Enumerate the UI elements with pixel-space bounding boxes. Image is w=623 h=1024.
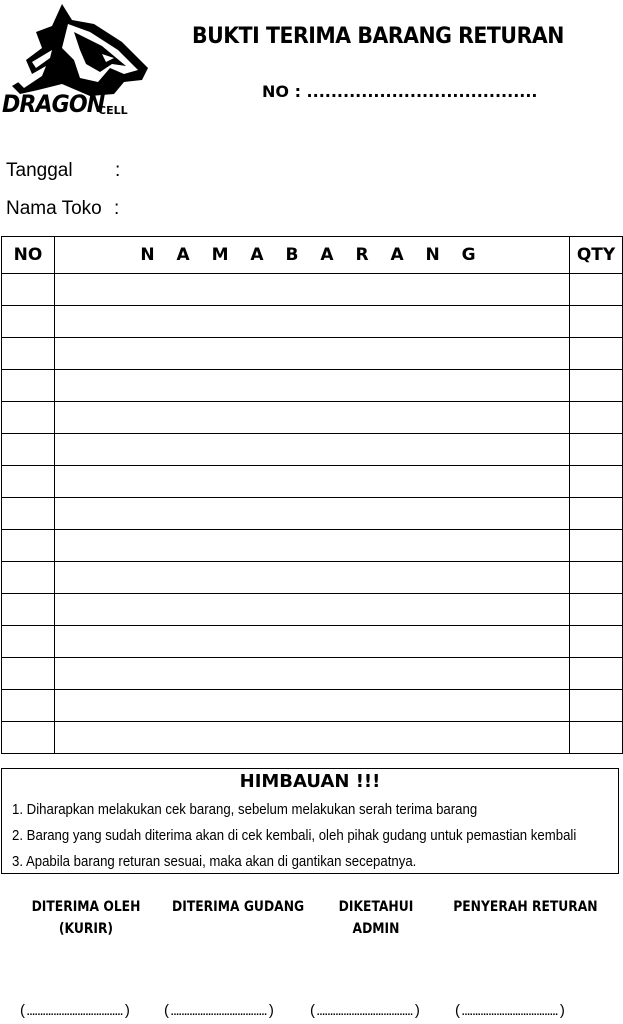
cell-qty[interactable] bbox=[570, 402, 623, 434]
table-row bbox=[2, 562, 623, 594]
table-row bbox=[2, 690, 623, 722]
signature-blank-warehouse: ( .................................... ) bbox=[164, 1002, 273, 1019]
table-row bbox=[2, 658, 623, 690]
signature-label-admin bbox=[332, 896, 420, 940]
cell-qty[interactable] bbox=[570, 274, 623, 306]
cell-qty[interactable] bbox=[570, 658, 623, 690]
dragon-head-icon bbox=[2, 2, 152, 98]
cell-no[interactable] bbox=[2, 338, 55, 370]
date-colon: : bbox=[115, 160, 121, 181]
signature-title: DIKETAHUI bbox=[338, 899, 414, 915]
cell-item-name[interactable] bbox=[55, 338, 570, 370]
items-table bbox=[1, 236, 623, 754]
cell-no[interactable] bbox=[2, 402, 55, 434]
cell-item-name[interactable] bbox=[55, 370, 570, 402]
cell-item-name[interactable] bbox=[55, 306, 570, 338]
cell-qty[interactable] bbox=[570, 722, 623, 754]
cell-no[interactable] bbox=[2, 722, 55, 754]
cell-item-name[interactable] bbox=[55, 498, 570, 530]
cell-item-name[interactable] bbox=[55, 722, 570, 754]
store-name-label: Nama Toko bbox=[6, 198, 102, 219]
cell-item-name[interactable] bbox=[55, 530, 570, 562]
cell-qty[interactable] bbox=[570, 626, 623, 658]
cell-qty[interactable] bbox=[570, 562, 623, 594]
signature-title: PENYERAH RETURAN bbox=[453, 899, 598, 915]
table-row bbox=[2, 402, 623, 434]
cell-no[interactable] bbox=[2, 434, 55, 466]
notice-item: 1. Diharapkan melakukan cek barang, sebelum melakukan serah terima barang bbox=[12, 801, 478, 818]
table-row bbox=[2, 498, 623, 530]
table-header-row bbox=[2, 237, 623, 274]
notice-list bbox=[12, 797, 623, 875]
logo-wordmark: DRAGON bbox=[2, 90, 105, 118]
cell-item-name[interactable] bbox=[55, 658, 570, 690]
cell-no[interactable] bbox=[2, 594, 55, 626]
cell-qty[interactable] bbox=[570, 690, 623, 722]
signature-label-warehouse bbox=[172, 896, 305, 918]
signature-label-sender bbox=[453, 896, 598, 918]
table-row bbox=[2, 626, 623, 658]
logo-subtext: CELL bbox=[98, 104, 128, 117]
column-header-item-name: N A M A B A R A N G bbox=[55, 237, 570, 274]
date-label: Tanggal bbox=[6, 160, 73, 181]
cell-qty[interactable] bbox=[570, 434, 623, 466]
cell-no[interactable] bbox=[2, 690, 55, 722]
signature-title: DITERIMA OLEH bbox=[31, 899, 141, 915]
signature-title: DITERIMA GUDANG bbox=[172, 899, 305, 915]
cell-item-name[interactable] bbox=[55, 466, 570, 498]
dragon-cell-logo bbox=[2, 2, 152, 118]
notice-item: 3. Apabila barang returan sesuai, maka akan di gantikan secepatnya. bbox=[12, 853, 417, 870]
table-row bbox=[2, 434, 623, 466]
signature-subtitle: (KURIR) bbox=[58, 921, 114, 937]
cell-no[interactable] bbox=[2, 658, 55, 690]
notice-item: 2. Barang yang sudah diterima akan di cek kembali, oleh pihak gudang untuk pemastian kembali bbox=[12, 827, 577, 844]
table-row bbox=[2, 274, 623, 306]
cell-no[interactable] bbox=[2, 466, 55, 498]
cell-qty[interactable] bbox=[570, 594, 623, 626]
signature-subtitle: ADMIN bbox=[352, 921, 400, 937]
table-row bbox=[2, 338, 623, 370]
cell-item-name[interactable] bbox=[55, 274, 570, 306]
cell-item-name[interactable] bbox=[55, 690, 570, 722]
signature-label-courier bbox=[31, 896, 140, 940]
cell-no[interactable] bbox=[2, 498, 55, 530]
table-row bbox=[2, 594, 623, 626]
document-number-field: NO : ...................................... bbox=[262, 82, 538, 101]
table-row bbox=[2, 530, 623, 562]
signature-blank-courier: ( .................................... ) bbox=[20, 1002, 129, 1019]
notice-box bbox=[1, 768, 619, 874]
store-name-colon: : bbox=[114, 198, 120, 219]
table-row bbox=[2, 370, 623, 402]
cell-no[interactable] bbox=[2, 274, 55, 306]
signature-blank-sender: ( .................................... ) bbox=[455, 1002, 564, 1019]
document-title: BUKTI TERIMA BARANG RETURAN bbox=[192, 24, 564, 49]
cell-no[interactable] bbox=[2, 370, 55, 402]
cell-qty[interactable] bbox=[570, 306, 623, 338]
cell-qty[interactable] bbox=[570, 370, 623, 402]
cell-no[interactable] bbox=[2, 626, 55, 658]
signature-blank-admin: ( .................................... ) bbox=[310, 1002, 419, 1019]
cell-qty[interactable] bbox=[570, 530, 623, 562]
cell-item-name[interactable] bbox=[55, 562, 570, 594]
column-header-qty: QTY bbox=[570, 237, 623, 274]
cell-no[interactable] bbox=[2, 562, 55, 594]
cell-item-name[interactable] bbox=[55, 626, 570, 658]
notice-title: HIMBAUAN !!! bbox=[239, 771, 381, 792]
cell-item-name[interactable] bbox=[55, 402, 570, 434]
table-row bbox=[2, 306, 623, 338]
cell-qty[interactable] bbox=[570, 498, 623, 530]
cell-no[interactable] bbox=[2, 530, 55, 562]
cell-no[interactable] bbox=[2, 306, 55, 338]
table-row bbox=[2, 722, 623, 754]
column-header-no: NO bbox=[2, 237, 55, 274]
cell-item-name[interactable] bbox=[55, 434, 570, 466]
cell-qty[interactable] bbox=[570, 466, 623, 498]
cell-item-name[interactable] bbox=[55, 594, 570, 626]
table-row bbox=[2, 466, 623, 498]
cell-qty[interactable] bbox=[570, 338, 623, 370]
